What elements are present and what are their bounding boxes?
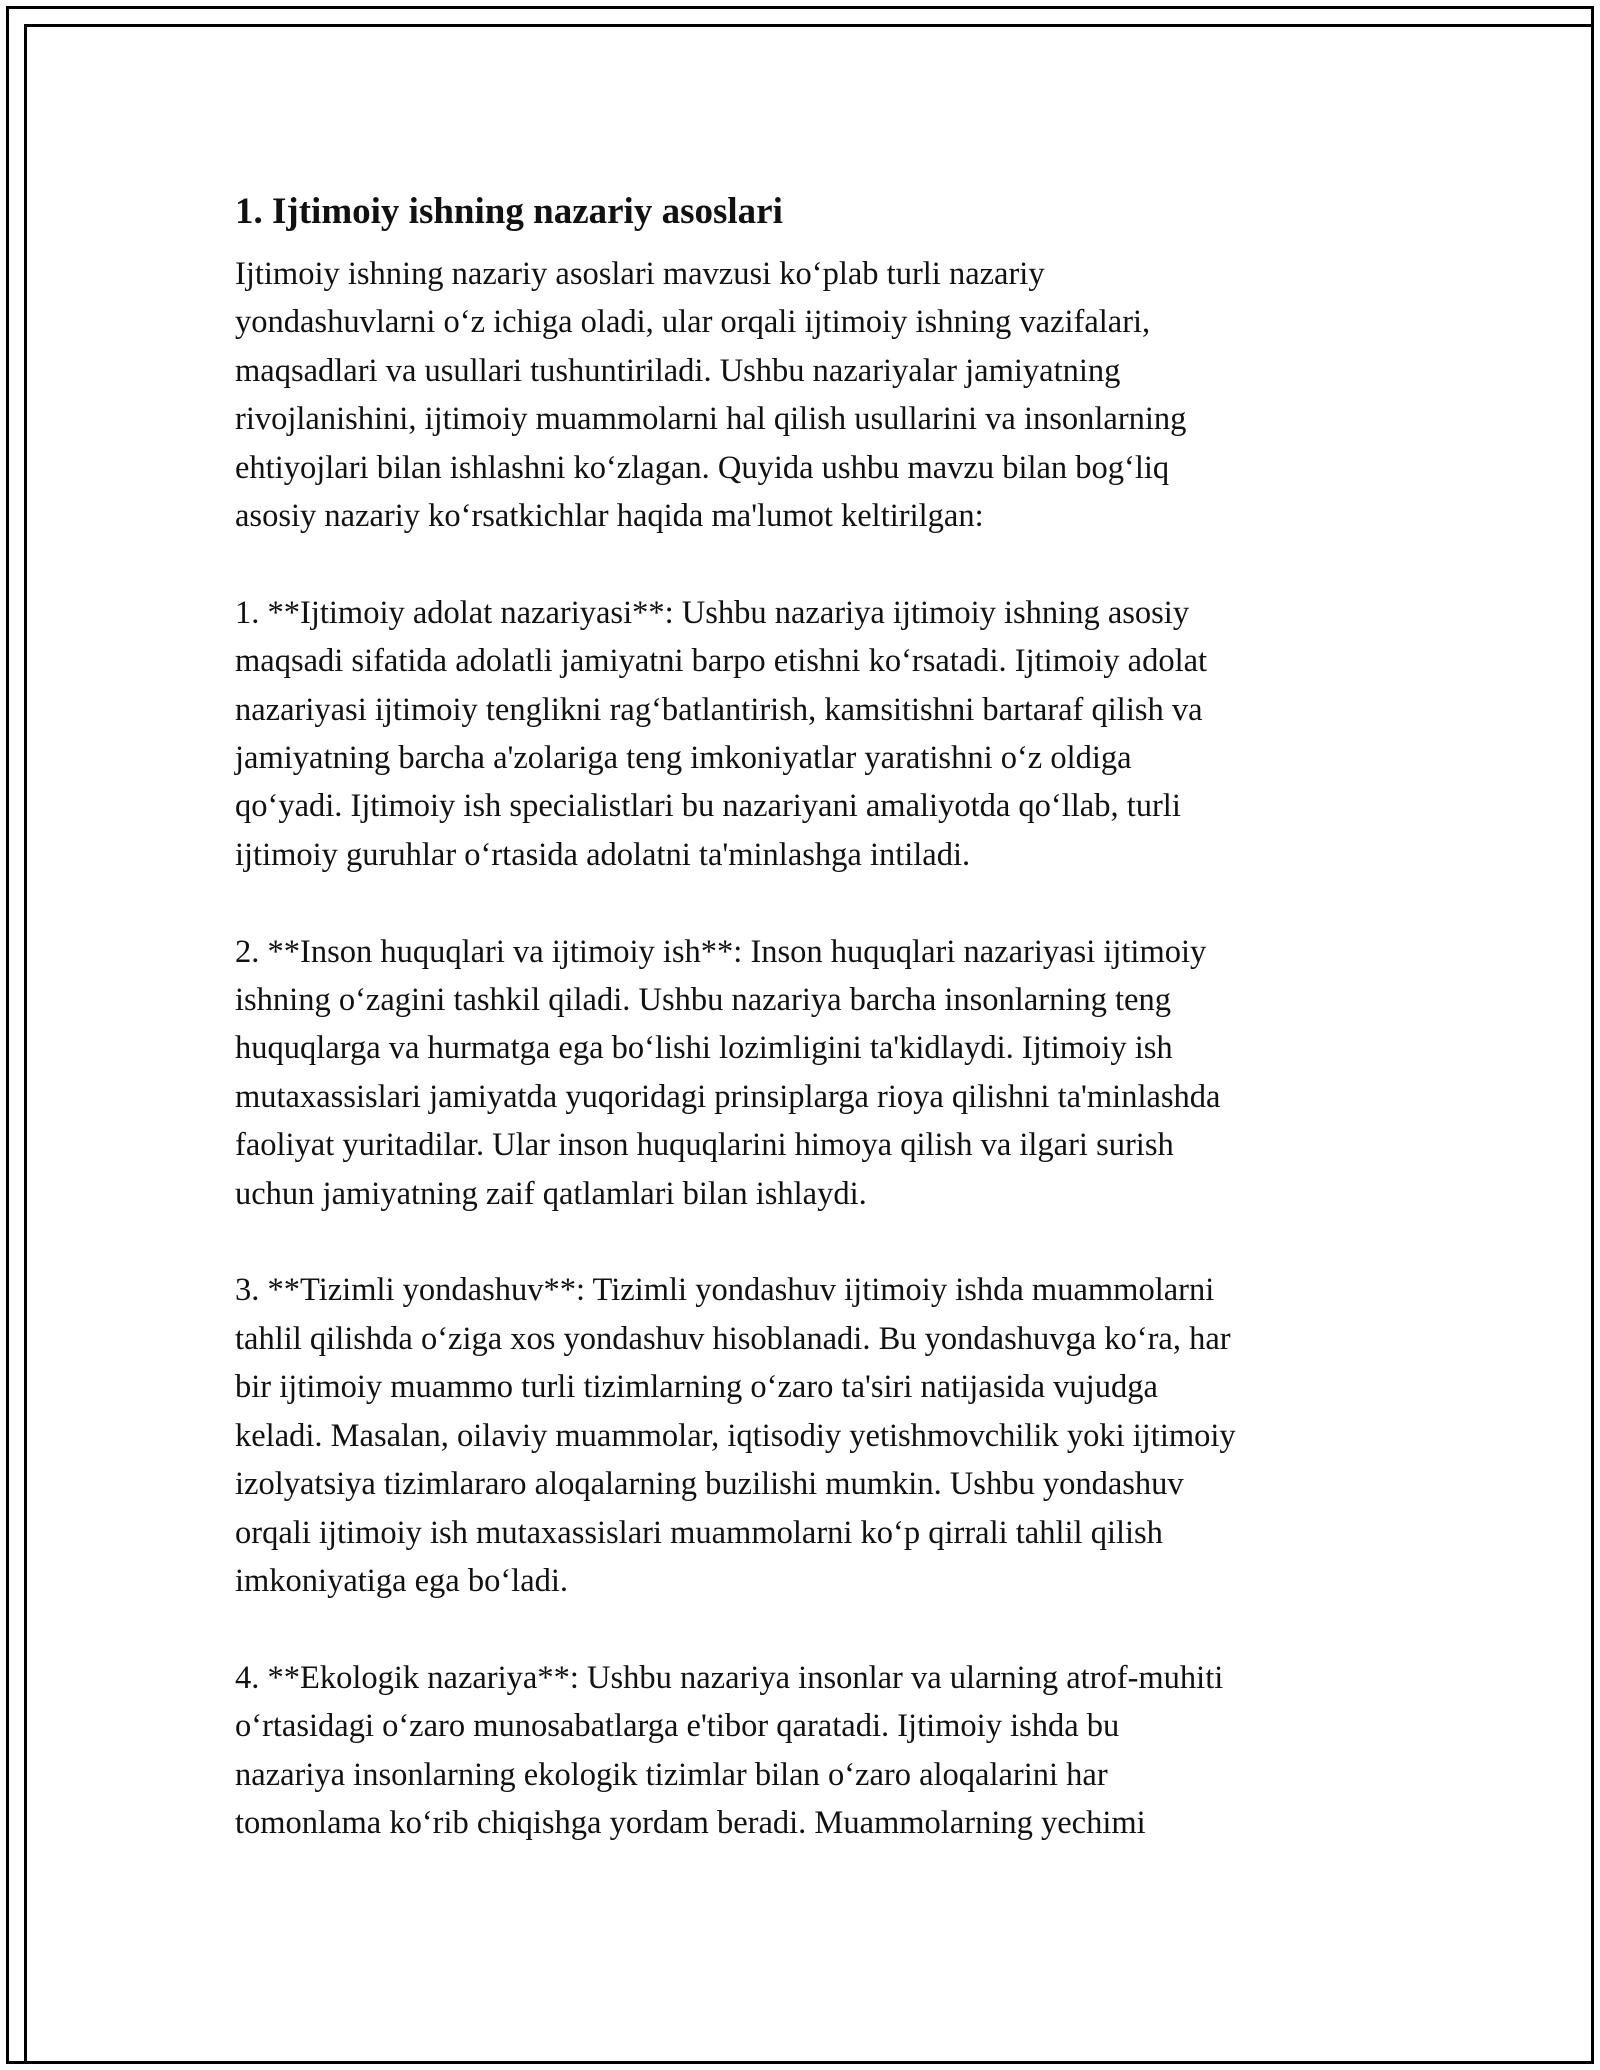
text-line: imkoniyatiga ega boʻladi. [235, 1562, 569, 1599]
paragraph-item-3 [235, 1266, 1395, 1605]
text-line: qoʻyadi. Ijtimoiy ish specialistlari bu nazariyani amaliyotda qoʻllab, turli [235, 788, 1181, 825]
text-line: 4. **Ekologik nazariya**: Ushbu nazariya insonlar va ularning atrof-muhiti [235, 1659, 1224, 1696]
text-line: uchun jamiyatning zaif qatlamlari bilan ishlaydi. [235, 1175, 867, 1212]
text-line: izolyatsiya tizimlararo aloqalarning buzilishi mumkin. Ushbu yondashuv [235, 1466, 1184, 1503]
text-line: 1. **Ijtimoiy adolat nazariyasi**: Ushbu nazariya ijtimoiy ishning asosiy [235, 594, 1190, 631]
text-line: yondashuvlarni oʻz ichiga oladi, ular orqali ijtimoiy ishning vazifalari, [235, 304, 1151, 341]
text-line: ehtiyojlari bilan ishlashni koʻzlagan. Quyida ushbu mavzu bilan bogʻliq [235, 449, 1170, 486]
text-line: oʻrtasidagi oʻzaro munosabatlarga e'tibor qaratadi. Ijtimoiy ishda bu [235, 1708, 1120, 1745]
text-line: faoliyat yuritadilar. Ular inson huquqlarini himoya qilish va ilgari surish [235, 1127, 1174, 1164]
text-line: Ijtimoiy ishning nazariy asoslari mavzusi koʻplab turli nazariy [235, 256, 1045, 292]
text-line: jamiyatning barcha a'zolariga teng imkoniyatlar yaratishni oʻz oldiga [235, 740, 1132, 777]
text-line: orqali ijtimoiy ish mutaxassislari muammolarni koʻp qirrali tahlil qilish [235, 1514, 1163, 1551]
paragraph-item-4 [235, 1654, 1395, 1848]
text-line: ijtimoiy guruhlar oʻrtasida adolatni ta'minlashga intiladi. [235, 836, 971, 873]
text-line: 2. **Inson huquqlari va ijtimoiy ish**: Inson huquqlari nazariyasi ijtimoiy [235, 933, 1207, 970]
text-line: tomonlama koʻrib chiqishga yordam beradi. Muammolarning yechimi [235, 1804, 1146, 1841]
text-line: maqsadlari va usullari tushuntiriladi. Ushbu nazariyalar jamiyatning [235, 352, 1121, 389]
text-line: 3. **Tizimli yondashuv**: Tizimli yondashuv ijtimoiy ishda muammolarni [235, 1272, 1215, 1309]
text-line: maqsadi sifatida adolatli jamiyatni barpo etishni koʻrsatadi. Ijtimoiy adolat [235, 643, 1208, 680]
text-line: huquqlarga va hurmatga ega boʻlishi lozimligini ta'kidlaydi. Ijtimoiy ish [235, 1030, 1173, 1067]
text-line: rivojlanishini, ijtimoiy muammolarni hal qilish usullarini va insonlarning [235, 401, 1187, 438]
text-line: tahlil qilishda oʻziga xos yondashuv hisoblanadi. Bu yondashuvga koʻra, har [235, 1320, 1231, 1357]
text-line: bir ijtimoiy muammo turli tizimlarning oʻzaro ta'siri natijasida vujudga [235, 1369, 1158, 1406]
text-line: nazariyasi ijtimoiy tenglikni ragʻbatlantirish, kamsitishni bartaraf qilish va [235, 691, 1203, 728]
section-heading: 1. Ijtimoiy ishning nazariy asoslari [235, 191, 783, 232]
text-line: mutaxassislari jamiyatda yuqoridagi prinsiplarga rioya qilishni ta'minlashda [235, 1078, 1221, 1115]
text-line: nazariya insonlarning ekologik tizimlar bilan oʻzaro aloqalarini har [235, 1756, 1108, 1793]
text-line: keladi. Masalan, oilaviy muammolar, iqtisodiy yetishmovchilik yoki ijtimoiy [235, 1417, 1236, 1454]
paragraph-item-2 [235, 928, 1395, 1218]
text-line: ishning oʻzagini tashkil qiladi. Ushbu nazariya barcha insonlarning teng [235, 982, 1171, 1019]
document-body [235, 190, 1395, 1896]
paragraph-intro [235, 250, 1395, 540]
text-line: asosiy nazariy koʻrsatkichlar haqida ma'lumot keltirilgan: [235, 498, 984, 535]
paragraph-item-1 [235, 589, 1395, 879]
